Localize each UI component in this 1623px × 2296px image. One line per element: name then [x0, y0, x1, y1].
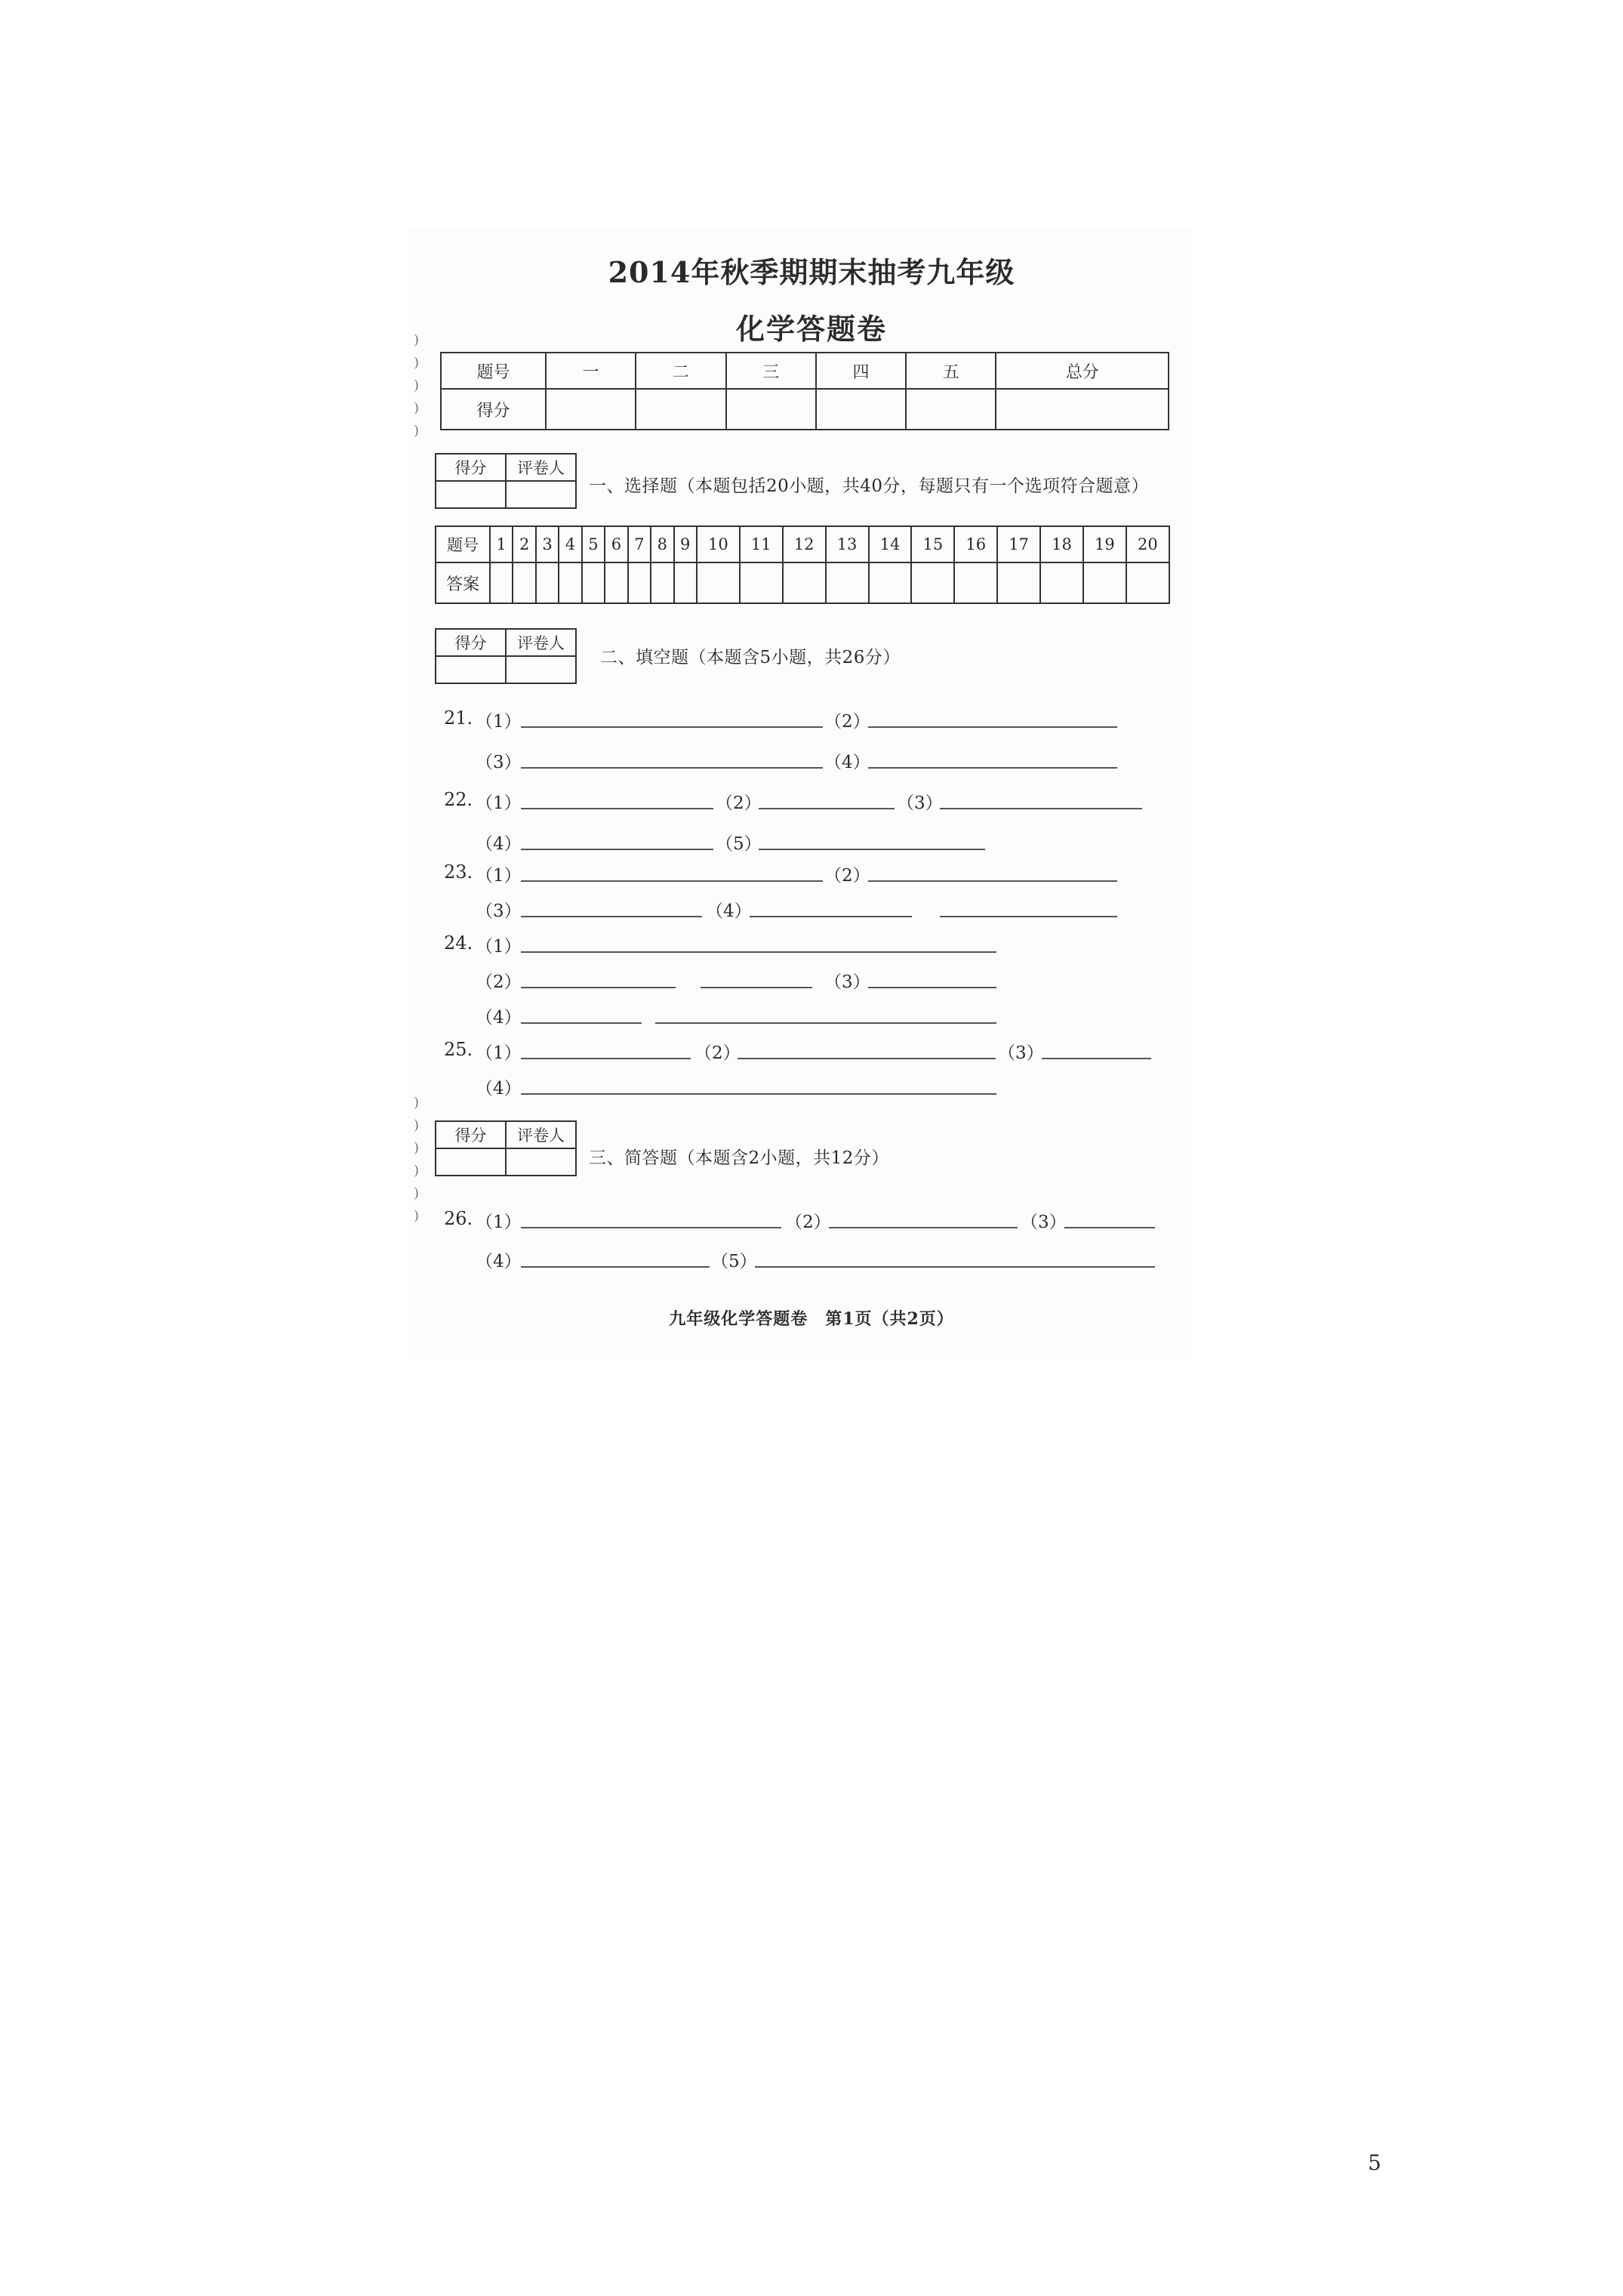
blank-label: （1）	[476, 794, 522, 813]
answer-blank[interactable]	[750, 916, 912, 917]
question-number: 26.	[444, 1208, 473, 1229]
page-title: 2014年秋季期期末抽考九年级	[608, 255, 1015, 289]
answer-blank[interactable]	[521, 808, 713, 809]
question-number-cell: 15	[911, 526, 954, 562]
section2-title: 二、填空题（本题含5小题，共26分）	[600, 648, 901, 667]
question-number-cell: 3	[536, 526, 559, 562]
answer-cell[interactable]	[490, 562, 513, 603]
grader-name-cell[interactable]	[506, 481, 576, 508]
question-number-cell: 7	[628, 526, 651, 562]
score-cell[interactable]	[906, 389, 996, 430]
answer-blank[interactable]	[521, 987, 676, 988]
blank-label: （5）	[716, 834, 762, 854]
score-header-cell: 总分	[996, 353, 1169, 389]
blank-label: （1）	[476, 712, 522, 732]
grader-score-label: 得分	[436, 629, 506, 656]
binding-mark: )	[414, 1117, 420, 1133]
answer-blank[interactable]	[1042, 1058, 1151, 1059]
answer-cell[interactable]	[582, 562, 605, 603]
grader-score-label: 得分	[436, 454, 506, 481]
grader-score-cell[interactable]	[436, 656, 506, 683]
answer-blank[interactable]	[521, 726, 823, 728]
answer-cell[interactable]	[1126, 562, 1169, 603]
blank-label: （2）	[694, 1043, 741, 1063]
blank-label: （4）	[706, 901, 752, 921]
blank-label: （2）	[476, 972, 522, 992]
blank-label: （4）	[476, 1252, 522, 1271]
score-header-cell: 三	[726, 353, 816, 389]
section3-title: 三、简答题（本题含2小题，共12分）	[589, 1148, 889, 1168]
question-number: 21.	[444, 707, 473, 729]
answer-blank[interactable]	[521, 1266, 710, 1268]
answer-blank[interactable]	[1064, 1227, 1155, 1228]
binding-mark: )	[414, 400, 420, 416]
question-number-cell: 13	[826, 526, 869, 562]
blank-label: （3）	[476, 753, 522, 772]
score-cell[interactable]	[546, 389, 636, 430]
question-number-cell: 6	[605, 526, 627, 562]
answer-row-label: 题号	[436, 526, 490, 562]
answer-blank[interactable]	[755, 1266, 1155, 1268]
question-number-cell: 8	[651, 526, 673, 562]
score-cell[interactable]	[726, 389, 816, 430]
binding-mark: )	[414, 1095, 420, 1111]
answer-cell[interactable]	[740, 562, 783, 603]
score-cell[interactable]	[996, 389, 1169, 430]
answer-cell[interactable]	[651, 562, 673, 603]
answer-blank[interactable]	[521, 916, 702, 917]
question-number-cell: 10	[697, 526, 740, 562]
blank-label: （2）	[824, 866, 870, 886]
question-number-cell: 16	[954, 526, 997, 562]
answer-cell[interactable]	[697, 562, 740, 603]
grader-name-cell[interactable]	[506, 656, 576, 683]
answer-blank[interactable]	[521, 849, 713, 850]
answer-cell[interactable]	[674, 562, 697, 603]
score-row-label: 得分	[441, 389, 546, 430]
question-number: 22.	[444, 789, 473, 810]
blank-label: （2）	[824, 712, 870, 732]
question-number-cell: 12	[783, 526, 826, 562]
score-cell[interactable]	[816, 389, 906, 430]
answer-blank[interactable]	[738, 1058, 996, 1059]
score-header-cell: 题号	[441, 353, 546, 389]
binding-mark: )	[414, 355, 420, 371]
page-subtitle: 化学答题卷	[735, 312, 887, 346]
question-number-cell: 19	[1083, 526, 1126, 562]
answer-cell[interactable]	[1040, 562, 1083, 603]
grader-name-label: 评卷人	[506, 1121, 576, 1148]
binding-mark: )	[414, 378, 420, 393]
score-cell[interactable]	[636, 389, 725, 430]
blank-label: （1）	[476, 1213, 522, 1232]
question-number: 24.	[444, 932, 473, 954]
blank-label: （3）	[824, 972, 870, 992]
binding-mark: )	[414, 1140, 420, 1156]
question-number-cell: 1	[490, 526, 513, 562]
blank-label: （4）	[476, 1008, 522, 1028]
answer-blank[interactable]	[759, 808, 895, 809]
binding-mark: )	[414, 1185, 420, 1201]
question-number-cell: 17	[997, 526, 1040, 562]
binding-mark: )	[414, 423, 420, 439]
blank-label: （2）	[785, 1213, 831, 1232]
answer-cell[interactable]	[628, 562, 651, 603]
binding-mark: )	[414, 1208, 420, 1224]
answer-blank[interactable]	[521, 1022, 642, 1024]
answer-blank[interactable]	[759, 849, 985, 850]
answer-cell[interactable]	[1083, 562, 1126, 603]
blank-label: （3）	[1021, 1213, 1067, 1232]
question-number-cell: 5	[582, 526, 605, 562]
answer-blank[interactable]	[655, 1022, 996, 1024]
score-header-cell: 二	[636, 353, 725, 389]
answer-blank[interactable]	[521, 1058, 691, 1059]
answer-blank[interactable]	[868, 987, 996, 988]
answer-blank[interactable]	[521, 951, 996, 953]
blank-label: （2）	[716, 794, 762, 813]
blank-label: （4）	[824, 753, 870, 772]
page-number: 5	[1368, 2150, 1381, 2175]
answer-blank[interactable]	[868, 726, 1117, 728]
question-number: 25.	[444, 1039, 473, 1060]
answer-blank[interactable]	[829, 1227, 1018, 1228]
blank-label: （1）	[476, 937, 522, 957]
question-number-cell: 18	[1040, 526, 1083, 562]
blank-label: （1）	[476, 866, 522, 886]
question-number-cell: 2	[513, 526, 535, 562]
answer-blank[interactable]	[940, 916, 1117, 917]
question-number: 23.	[444, 861, 473, 883]
score-header-cell: 一	[546, 353, 636, 389]
answer-cell[interactable]	[954, 562, 997, 603]
question-number-cell: 9	[674, 526, 697, 562]
answer-blank[interactable]	[868, 767, 1117, 769]
grader-score-cell[interactable]	[436, 1148, 506, 1176]
question-number-cell: 11	[740, 526, 783, 562]
page-footer: 九年级化学答题卷 第1页（共2页）	[669, 1309, 954, 1329]
answer-blank[interactable]	[521, 767, 823, 769]
answer-blank[interactable]	[521, 880, 823, 882]
question-number-cell: 20	[1126, 526, 1169, 562]
answer-cell[interactable]	[605, 562, 627, 603]
question-number-cell: 14	[869, 526, 912, 562]
grader-name-label: 评卷人	[506, 454, 576, 481]
grader-score-cell[interactable]	[436, 481, 506, 508]
blank-label: （3）	[897, 794, 943, 813]
grader-box	[435, 453, 577, 509]
score-table	[440, 352, 1169, 430]
blank-label: （1）	[476, 1043, 522, 1063]
answer-blank[interactable]	[521, 1227, 781, 1228]
grader-name-cell[interactable]	[506, 1148, 576, 1176]
answer-blank[interactable]	[868, 880, 1117, 882]
blank-label: （3）	[476, 901, 522, 921]
binding-mark: )	[414, 1163, 420, 1179]
blank-label: （5）	[711, 1252, 757, 1271]
answer-blank[interactable]	[940, 808, 1142, 809]
grader-box	[435, 628, 577, 684]
score-header-cell: 五	[906, 353, 996, 389]
grader-score-label: 得分	[436, 1121, 506, 1148]
section1-title: 一、选择题（本题包括20小题，共40分，每题只有一个选项符合题意）	[589, 476, 1150, 496]
answer-cell[interactable]	[536, 562, 559, 603]
answer-cell[interactable]	[869, 562, 912, 603]
blank-label: （4）	[476, 1079, 522, 1099]
answer-cell[interactable]	[513, 562, 535, 603]
grader-name-label: 评卷人	[506, 629, 576, 656]
answer-cell[interactable]	[826, 562, 869, 603]
answer-blank[interactable]	[521, 1093, 996, 1095]
blank-label: （4）	[476, 834, 522, 854]
answer-row-label: 答案	[436, 562, 490, 603]
answer-cell[interactable]	[559, 562, 581, 603]
answer-cell[interactable]	[911, 562, 954, 603]
answer-table	[435, 525, 1170, 604]
answer-cell[interactable]	[783, 562, 826, 603]
blank-label: （3）	[998, 1043, 1044, 1063]
binding-mark: )	[414, 332, 420, 348]
answer-cell[interactable]	[997, 562, 1040, 603]
grader-box	[435, 1120, 577, 1176]
score-header-cell: 四	[816, 353, 906, 389]
answer-blank[interactable]	[701, 987, 812, 988]
question-number-cell: 4	[559, 526, 581, 562]
